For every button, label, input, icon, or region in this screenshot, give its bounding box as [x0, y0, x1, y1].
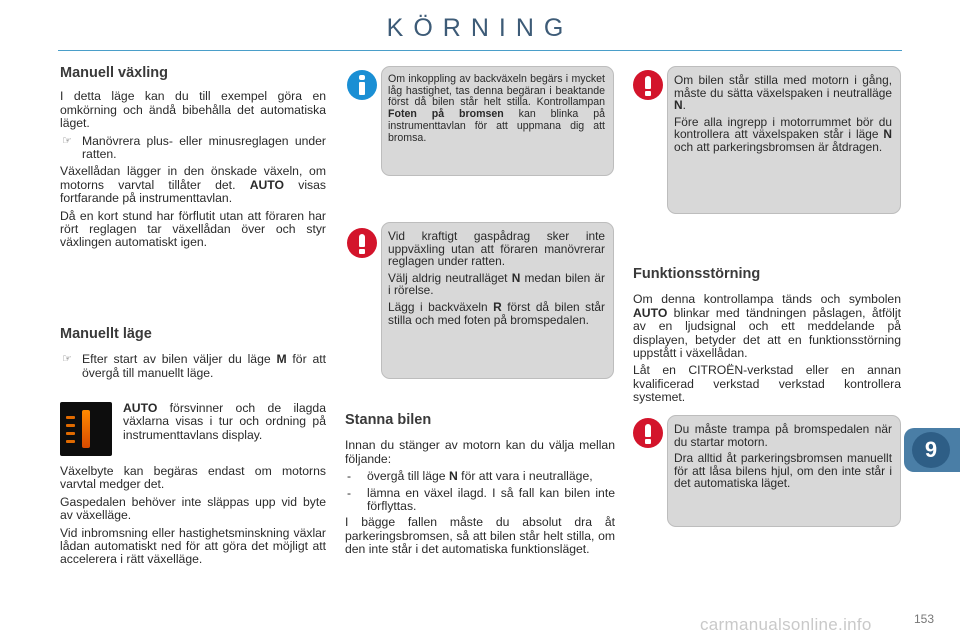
warning-icon: [633, 70, 663, 100]
info-box-reverse-gear: [381, 66, 614, 176]
dash-marker: -: [347, 485, 352, 500]
page-number: 153: [914, 612, 935, 626]
text-run: och att parkeringsbromsen är åtdragen.: [674, 139, 883, 154]
box-text: Dra alltid åt parkeringsbromsen manuellt för att låsa bilens hjul, om den inte står i det automatiska läget.: [674, 451, 892, 491]
dash-item: [345, 470, 615, 483]
text-run: Lägg i backväxeln: [388, 299, 494, 314]
page-title: KÖRNING: [386, 14, 574, 42]
box-text: Vid kraftigt gaspådrag sker inte uppväxling utan att föraren manövrerar reglagen under ratten.: [388, 229, 605, 269]
box-text: [388, 272, 605, 297]
chapter-tab: [904, 428, 960, 472]
text-run: Efter start av bilen väljer du läge: [82, 352, 277, 367]
text-run: Växellådan lägger in den önskade växeln, om motorns varvtal tillåter det.: [60, 164, 326, 192]
section-heading: Funktionsstörning: [633, 266, 761, 282]
dash-item: [345, 487, 615, 514]
text-run: för att övergå till manuellt läge.: [82, 352, 326, 380]
text-run-bold: M: [276, 352, 287, 367]
paragraph: Gaspedalen behöver inte släppas upp vid byte av växelläge.: [60, 494, 326, 523]
text-run-bold: N: [511, 270, 521, 285]
watermark-text: carmanualsonline.info: [700, 615, 872, 634]
paragraph: I detta läge kan du till exempel göra en omkörning och ändå bibehålla det automatiska läget.: [60, 89, 326, 131]
bullet-text: Manövrera plus- eller minusreglagen under ratten.: [82, 133, 326, 162]
warning-box-brake-pedal: [667, 415, 901, 527]
paragraph: Växelbyte kan begäras endast om motorns varvtal medger det.: [60, 464, 326, 492]
chapter-number: 9: [912, 432, 950, 468]
text-run: Om inkoppling av backväxeln begärs i mycket låg hastighet, tas denna begäran i beaktande först då bilen står helt stilla. Kontrollampan: [388, 73, 605, 109]
text-run: Välj aldrig neutralläget: [388, 270, 512, 285]
section-manual-shifting: [60, 67, 326, 254]
hand-pointer-icon: ☞: [62, 134, 72, 147]
warning-icon: [633, 418, 663, 448]
box-text: [388, 74, 605, 144]
paragraph: [633, 293, 901, 360]
paragraph: I bägge fallen måste du absolut dra åt parkeringsbromsen, så att bilen står helt stilla, om den inte står i det automatiska funktionsläget.: [345, 515, 615, 557]
dash-text: lämna en växel ilagd. I så fall kan bilen inte förflyttas.: [367, 485, 615, 514]
bullet-text: [82, 353, 326, 380]
auto-disappears-text: [123, 402, 326, 446]
box-text: Du måste trampa på bromspedalen när du startar motorn.: [674, 422, 892, 449]
text-run: medan bilen är i rörelse.: [388, 270, 605, 298]
paragraph: Låt en CITROËN-verkstad eller en annan kvalificerad verkstad verkstad kontrollera systemet.: [633, 363, 901, 405]
box-text: [388, 301, 605, 326]
section-stop-car: [345, 414, 615, 561]
box-text: [674, 74, 892, 112]
text-run: Före alla ingrepp i motorrummet bör du kontrollera att växelspaken står i läge: [674, 114, 892, 142]
hand-pointer-icon: ☞: [62, 353, 72, 366]
section-manual-mode: [60, 328, 326, 384]
text-run: först då bilen står stilla och med foten på bromspedalen.: [388, 299, 605, 327]
text-run: visas fortfarande på instrumenttavlan.: [60, 177, 326, 206]
text-run: .: [682, 98, 686, 113]
text-run: försvinner och de ilagda växlarna visas i tur och ordning på instrumenttavlans display.: [123, 401, 326, 442]
text-run-bold: AUTO: [249, 177, 284, 192]
text-run-bold: N: [448, 469, 458, 484]
bullet-item: [60, 135, 326, 162]
paragraph: Innan du stänger av motorn kan du välja mellan följande:: [345, 438, 615, 466]
warning-box-acceleration: [381, 222, 614, 379]
dash-text: [367, 470, 615, 483]
text-run-bold: R: [493, 299, 502, 314]
text-run-bold: N: [674, 98, 683, 113]
gear-indicator-display-icon: [60, 402, 112, 456]
text-run: blinkar med tändningen påslagen, åtföljt av en ljudsignal och ett meddelande på displayen, betyder det att en funktionsstörning uppstått i växellådan.: [633, 305, 901, 361]
info-icon: [347, 70, 377, 100]
manual-mode-notes: [60, 465, 326, 571]
text-run-bold: AUTO: [633, 305, 668, 320]
box-text: [674, 116, 892, 154]
text-run: för att vara i neutralläge,: [457, 469, 593, 484]
text-run-bold: Foten på bromsen: [388, 108, 504, 121]
warning-icon: [347, 228, 377, 258]
paragraph: Då en kort stund har förflutit utan att föraren har rört reglagen tar växellådan över och styr växlingen automatiskt igen.: [60, 208, 326, 250]
text-run-bold: N: [883, 127, 892, 142]
title-divider: [58, 50, 902, 51]
section-heading: Stanna bilen: [345, 412, 432, 428]
section-heading: Manuell växling: [60, 65, 168, 81]
paragraph: [60, 165, 326, 205]
bullet-item: [60, 353, 326, 380]
paragraph: Vid inbromsning eller hastighetsminskning växlar lådan automatiskt ned för att göra det möjligt att accelerera i rätt växelläge.: [60, 525, 326, 567]
warning-box-engine-running: [667, 66, 901, 214]
text-run: kan blinka på instrumenttavlan för att uppmana dig att bromsa.: [388, 108, 606, 144]
text-run: övergå till läge: [367, 469, 449, 484]
section-malfunction: [633, 268, 901, 409]
paragraph: [123, 402, 326, 442]
text-run-bold: AUTO: [123, 401, 158, 415]
dash-marker: -: [347, 469, 352, 484]
text-run: Om bilen står stilla med motorn i gång, måste du sätta växelspaken i neutralläge: [674, 73, 892, 100]
section-heading: Manuellt läge: [60, 326, 152, 342]
text-run: Om denna kontrollampa tänds och symbolen: [633, 292, 901, 307]
